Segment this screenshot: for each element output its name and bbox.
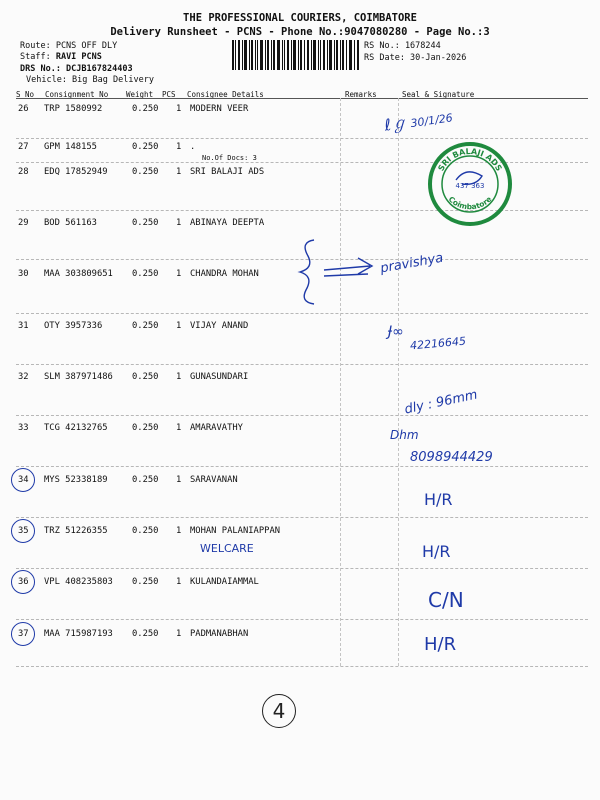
svg-text:Coimbatore: Coimbatore [446, 194, 494, 212]
sno-circle-mark [11, 622, 35, 646]
remark-row34: H/R [424, 490, 453, 509]
row-sno: 37 [18, 629, 29, 639]
table-row [0, 475, 600, 527]
row-consignee: PADMANABHAN [190, 629, 249, 639]
row-consignment: OTY 3957336 [44, 321, 103, 331]
row-weight: 0.250 [132, 629, 159, 639]
row-weight: 0.250 [132, 104, 159, 114]
vehicle-label: Vehicle: Big Bag Delivery [26, 75, 154, 85]
col-sno: S No [16, 90, 35, 99]
sno-circle-mark [11, 570, 35, 594]
svg-text:SRI BALAJI ADS: SRI BALAJI ADS [436, 146, 504, 173]
row-pcs: 1 [176, 577, 182, 587]
phone-row33: 8098944429 [410, 450, 493, 465]
svg-text:437 363: 437 363 [455, 182, 485, 190]
sno-circle-mark [11, 519, 35, 543]
table-row [0, 629, 600, 681]
row-consignment: TRP 1580992 [44, 104, 103, 114]
signature-row33: Dhm [390, 428, 419, 442]
staff-line [20, 52, 102, 62]
staff-label: Staff: [20, 52, 56, 62]
row-pcs: 1 [176, 372, 182, 382]
signature-row31-number: 42216645 [409, 334, 467, 353]
row-weight: 0.250 [132, 218, 159, 228]
signature-row26: ℓℊ 30/1/26 [383, 111, 454, 135]
row-sno: 35 [18, 526, 29, 536]
row-sno: 31 [18, 321, 29, 331]
col-remarks: Remarks [345, 90, 377, 99]
col-consignee: Consignee Details [187, 90, 264, 99]
table-row [0, 423, 600, 475]
row-consignee: MODERN VEER [190, 104, 249, 114]
row-sno: 30 [18, 269, 29, 279]
row-weight: 0.250 [132, 321, 159, 331]
route-label: Route: PCNS OFF DLY [20, 41, 118, 51]
sno-circle-mark [11, 468, 35, 492]
header-divider [16, 98, 588, 99]
row-consignee: SRI BALAJI ADS [190, 167, 265, 177]
col-weight: Weight [126, 90, 154, 99]
drs-number: DRS No.: DCJB167824403 [20, 64, 133, 74]
row-pcs: 1 [176, 142, 182, 152]
row-consignee: . [190, 142, 196, 152]
row-consignment: BOD 561163 [44, 218, 97, 228]
signature-row31-mark: Ɉ∞ [388, 324, 404, 340]
row-pcs: 1 [176, 104, 182, 114]
row-consignment: MYS 52338189 [44, 475, 108, 485]
row-consignment: MAA 303809651 [44, 269, 113, 279]
row-sno: 32 [18, 372, 29, 382]
row-weight: 0.250 [132, 269, 159, 279]
row-weight: 0.250 [132, 372, 159, 382]
signature-row30: pravishya [379, 250, 445, 277]
table-row [0, 526, 600, 578]
table-row [0, 577, 600, 629]
delivery-note-row33: dly : 96mm [403, 387, 479, 418]
row-consignment: EDQ 17852949 [44, 167, 108, 177]
col-seal: Seal & Signature [402, 90, 475, 99]
row-sno: 36 [18, 577, 29, 587]
row-pcs: 1 [176, 475, 182, 485]
row-pcs: 1 [176, 269, 182, 279]
col-consignment: Consignment No [45, 90, 109, 99]
row-consignment: MAA 715987193 [44, 629, 113, 639]
row-consignee: AMARAVATHY [190, 423, 243, 433]
row-weight: 0.250 [132, 475, 159, 485]
row-consignee: CHANDRA MOHAN [190, 269, 259, 279]
row-consignee: MOHAN PALANIAPPAN [190, 526, 281, 536]
row-weight: 0.250 [132, 423, 159, 433]
remark-row37: H/R [424, 634, 457, 655]
row-weight: 0.250 [132, 167, 159, 177]
row-sno: 33 [18, 423, 29, 433]
row-consignment: TCG 42132765 [44, 423, 108, 433]
bracket-arrow-mark [292, 236, 382, 306]
row-sno: 29 [18, 218, 29, 228]
row-pcs: 1 [176, 423, 182, 433]
row-consignment: VPL 408235803 [44, 577, 113, 587]
staff-value: RAVI PCNS [55, 52, 102, 62]
row-consignee: SARAVANAN [190, 475, 238, 485]
table-row [0, 321, 600, 373]
page-number-mark: 4 [262, 694, 296, 728]
welcare-note: WELCARE [200, 542, 254, 555]
row-sno: 26 [18, 104, 29, 114]
row-weight: 0.250 [132, 142, 159, 152]
row-consignment: SLM 387971486 [44, 372, 113, 382]
row-sno: 27 [18, 142, 29, 152]
row-sno: 28 [18, 167, 29, 177]
row-consignment: TRZ 51226355 [44, 526, 108, 536]
col-pcs: PCS [162, 90, 176, 99]
table-row [0, 372, 600, 424]
row-consignment: GPM 148155 [44, 142, 97, 152]
row-pcs: 1 [176, 321, 182, 331]
runsheet-subtitle: Delivery Runsheet - PCNS - Phone No.:9047080280 - Page No.:3 [110, 26, 490, 38]
row-pcs: 1 [176, 526, 182, 536]
row-weight: 0.250 [132, 526, 159, 536]
row-pcs: 1 [176, 629, 182, 639]
runsheet-title: THE PROFESSIONAL COURIERS, COIMBATORE [183, 12, 417, 24]
barcode-image [232, 40, 360, 70]
row-pcs: 1 [176, 218, 182, 228]
row-sno: 34 [18, 475, 29, 485]
row-consignee: VIJAY ANAND [190, 321, 249, 331]
row-docs-note: No.Of Docs: 3 [202, 154, 257, 162]
rs-date: RS Date: 30-Jan-2026 [364, 53, 467, 63]
remark-row36: C/N [428, 588, 464, 612]
company-seal-stamp [426, 140, 514, 228]
row-consignee: ABINAYA DEEPTA [190, 218, 265, 228]
remark-row35: H/R [422, 542, 451, 561]
row-consignee: GUNASUNDARI [190, 372, 249, 382]
row-pcs: 1 [176, 167, 182, 177]
rs-number: RS No.: 1678244 [364, 41, 441, 51]
row-weight: 0.250 [132, 577, 159, 587]
row-consignee: KULANDAIAMMAL [190, 577, 259, 587]
